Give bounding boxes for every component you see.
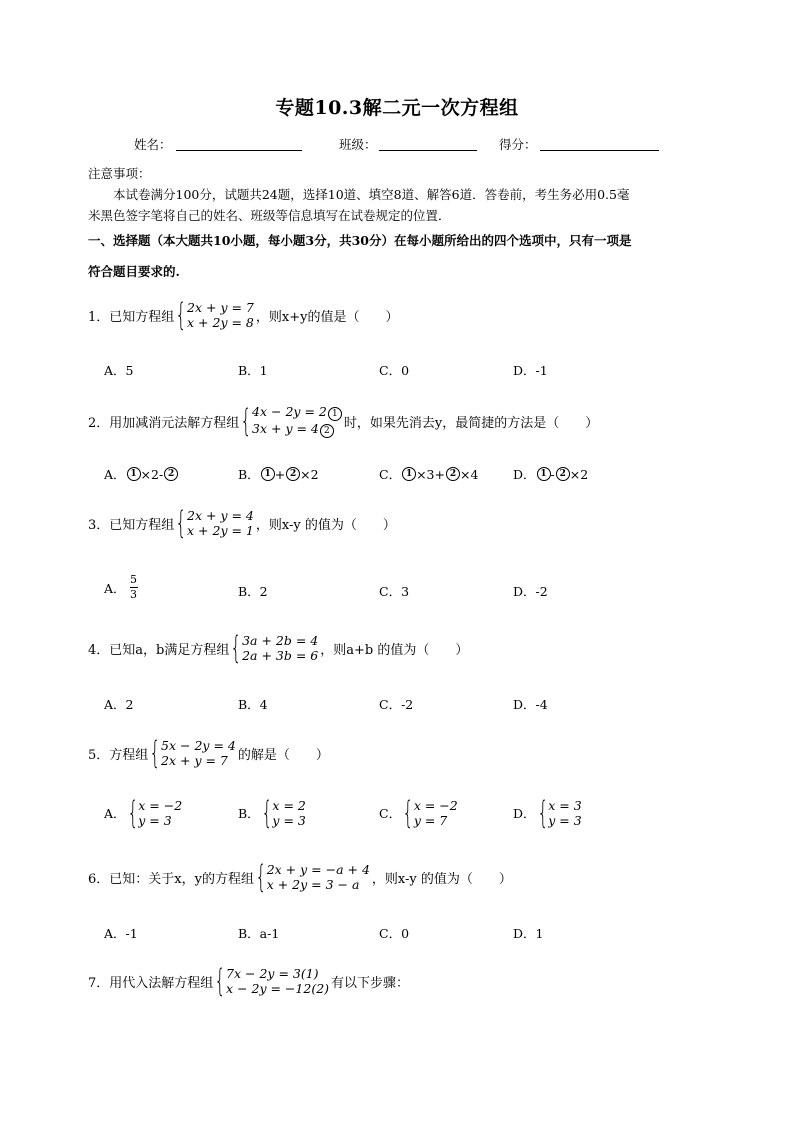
question-7 [88,963,410,999]
question-number: 7． [88,975,110,991]
score-blank [540,150,659,151]
question-number: 3． [88,517,110,533]
question-text-tail: 有以下步骤： [331,975,410,991]
question-text-tail: 时，如果先消去y，最简捷的方法是（ ） [343,415,599,431]
q4-option-a: A．2 [104,697,134,712]
q5-option-d: D． { x = 3 y = 3 [513,795,582,831]
question-text-tail: 的解是（ ） [237,747,329,763]
section-heading-line-2: 符合题目要求的. [88,264,180,279]
q2-option-a: A． 1 ×2- 2 [104,465,178,483]
q5-option-b: B． { x = 2 y = 3 [238,795,306,831]
question-4 [88,630,469,666]
equation-system: { 2x + y = −a + 4 x + 2y = 3 − a [255,859,370,895]
equation-2: x + 2y = 8 [187,315,254,330]
score-label: 得分： [499,137,537,152]
class-label: 班级： [339,137,377,152]
q2-option-b: B． 1 + 2 ×2 [238,466,319,482]
question-text-tail: ，则a+b 的值为（ ） [320,642,469,658]
question-6 [88,859,512,895]
equation-1: 2x + y = 4 [187,508,254,523]
question-text: 已知方程组 [109,309,175,325]
name-label: 姓名： [134,137,172,152]
question-number: 2． [88,415,110,431]
fraction: $\frac{5}{3}$ [130,573,138,601]
name-blank [176,150,302,151]
q5-option-c: C． { x = −2 y = 7 [379,795,458,831]
circled-number-1: 1 [328,407,342,421]
question-text-tail: ，则x-y 的值为（ ） [371,871,512,887]
notice-heading: 注意事项： [88,166,151,181]
equation-1: 3a + 2b = 4 [242,633,319,648]
question-text-tail: ，则x-y 的值为（ ） [255,517,396,533]
q1-option-c: C．0 [379,363,410,378]
equation-1: 4x − 2y = 2 [252,404,327,419]
question-text-tail: ，则x+y的值是（ ） [255,309,399,325]
q2-option-d: D． 1 - 2 ×2 [513,466,589,482]
q1-option-d: D．-1 [513,363,548,378]
q1-option-b: B．1 [238,363,268,378]
equation-2: 2x + y = 7 [161,753,228,768]
section-heading-line-1: 一、选择题（本大题共10小题，每小题3分，共30分）在每小题所给出的四个选项中，只有一项是 [88,233,632,248]
notice-line-1: 本试卷满分100分，试题共24题，选择10道、填空8道、解答6道．答卷前，考生务必用0.5毫 [113,187,630,202]
equation-system: { 7x − 2y = 3(1) x − 2y = −12(2) [214,963,330,999]
q3-option-a: A． $\frac{5}{3}$ [104,573,138,601]
q6-option-d: D．1 [513,926,544,941]
class-blank [379,150,477,151]
equation-1: 7x − 2y = 3(1) [226,966,319,981]
equation-system: { 2x + y = 7 x + 2y = 8 [175,297,254,333]
question-text: 已知a，b满足方程组 [109,642,230,658]
q6-option-a: A．-1 [104,926,138,941]
q3-option-b: B．2 [238,584,268,599]
question-text: 已知方程组 [109,517,175,533]
question-text: 已知：关于x，y的方程组 [109,871,254,887]
equation-system: { 4x − 2y = 2 1 3x + y = 4 2 [241,404,342,438]
question-text: 用加减消元法解方程组 [109,415,240,431]
question-5 [88,735,329,771]
q4-option-c: C．-2 [379,697,414,712]
equation-1: 2x + y = 7 [187,300,254,315]
notice-line-2: 米黑色签字笔将自己的姓名、班级等信息填写在试卷规定的位置． [88,208,451,223]
q6-option-c: C．0 [379,926,410,941]
equation-1: 2x + y = −a + 4 [266,862,370,877]
question-number: 1． [88,309,110,325]
equation-2: 3x + y = 4 [252,421,319,436]
circled-number-2: 2 [320,424,334,438]
equation-1: 5x − 2y = 4 [161,738,236,753]
q3-option-c: C．3 [379,584,410,599]
q1-option-a: A．5 [104,363,134,378]
equation-2: 2a + 3b = 6 [242,648,319,663]
equation-system: { 2x + y = 4 x + 2y = 1 [175,505,254,541]
q6-option-b: B．a-1 [238,926,280,941]
equation-2: x + 2y = 1 [187,523,254,538]
equation-2: x − 2y = −12(2) [226,981,330,996]
equation-system: { 3a + 2b = 4 2a + 3b = 6 [230,630,319,666]
equation-system: { 5x − 2y = 4 2x + y = 7 [149,735,236,771]
question-number: 4． [88,642,110,658]
question-3 [88,505,396,541]
q3-option-d: D．-2 [513,584,548,599]
question-text: 用代入法解方程组 [109,975,214,991]
question-number: 6． [88,871,110,887]
q2-option-c: C． 1 ×3+ 2 ×4 [379,466,479,482]
page-title: 专题10.3解二元一次方程组 [275,97,519,119]
equation-2: x + 2y = 3 − a [266,877,360,892]
question-number: 5． [88,747,110,763]
question-text: 方程组 [109,747,149,763]
q4-option-b: B．4 [238,697,268,712]
q5-option-a: A． { x = −2 y = 3 [104,795,183,831]
question-1 [88,297,399,333]
q4-option-d: D．-4 [513,697,548,712]
question-2 [88,404,598,438]
